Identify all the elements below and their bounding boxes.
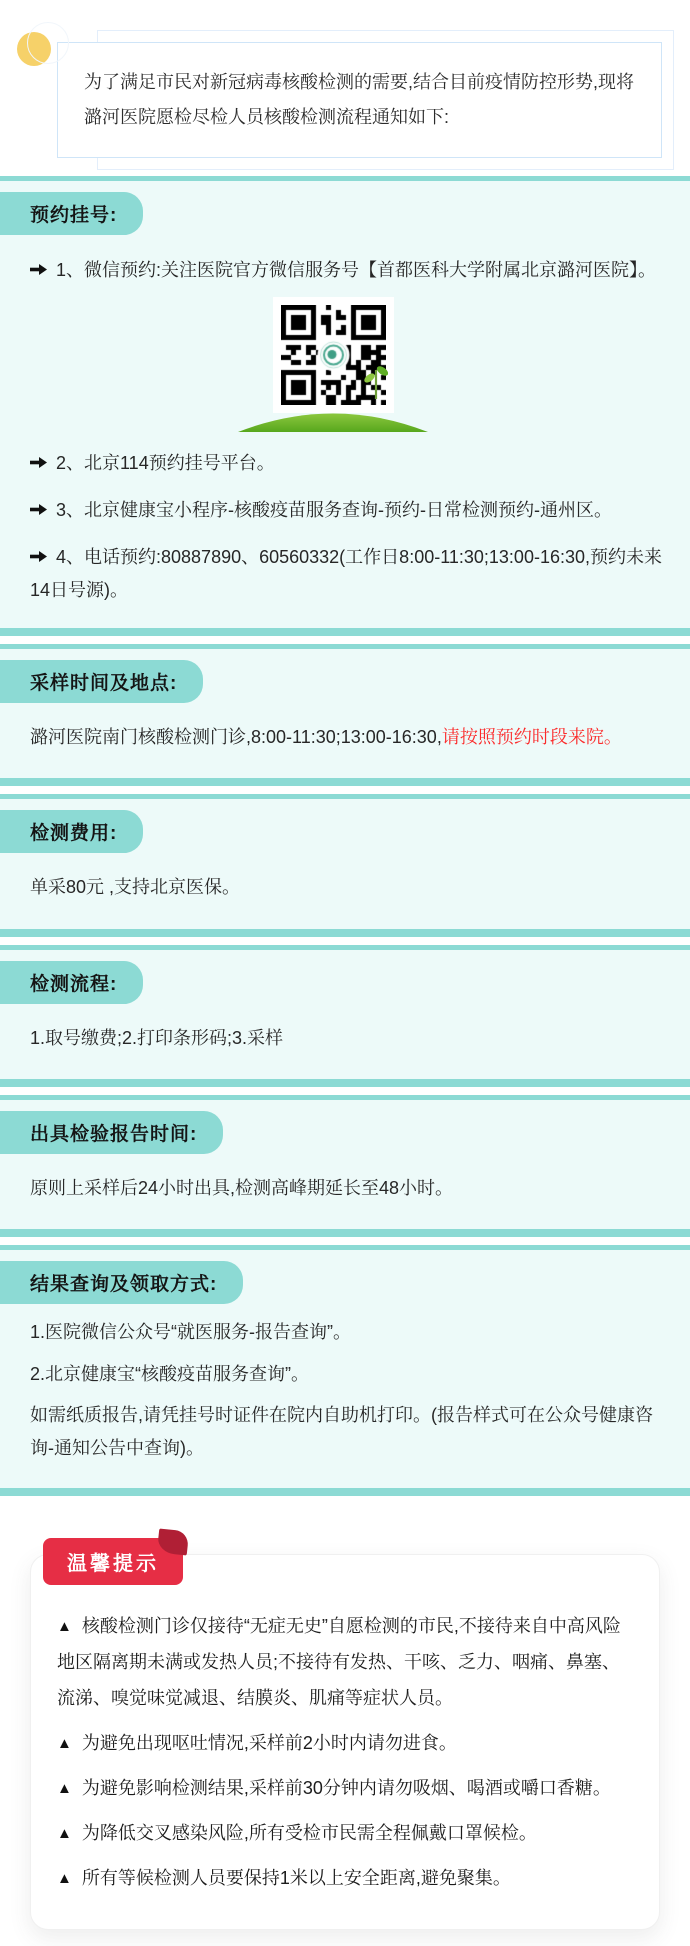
right-arrow-icon	[30, 447, 47, 479]
fee-text: 单采80元 ,支持北京医保。	[30, 877, 241, 898]
list-item-text: 3、北京健康宝小程序-核酸疫苗服务查询-预约-日常检测预约-通州区。	[56, 499, 612, 520]
grass-hill	[0, 410, 666, 432]
process-text: 1.取号缴费;2.打印条形码;3.采样	[30, 1027, 284, 1048]
section-title-process: 检测流程:	[0, 961, 143, 1004]
triangle-marker-icon: ▲	[57, 1779, 72, 1797]
tip-item	[57, 1770, 633, 1806]
list-item	[30, 447, 666, 479]
page-root	[0, 42, 690, 1930]
section-title-fee: 检测费用:	[0, 810, 143, 853]
right-arrow-icon	[30, 254, 47, 286]
section-title-report: 出具检验报告时间:	[0, 1111, 223, 1154]
plant-sprout-icon	[364, 362, 388, 405]
list-item	[30, 541, 666, 606]
list-item	[30, 494, 666, 526]
section-fee	[0, 794, 690, 936]
section-report	[0, 1095, 690, 1237]
section-result	[0, 1245, 690, 1495]
section-process	[0, 945, 690, 1087]
right-arrow-icon	[30, 494, 47, 526]
sampling-text-normal: 潞河医院南门核酸检测门诊,8:00-11:30;13:00-16:30,	[30, 727, 442, 748]
list-item	[30, 254, 666, 286]
tip-item	[57, 1725, 633, 1761]
intro-section	[57, 42, 662, 158]
yellow-dot-decoration	[17, 32, 51, 66]
triangle-marker-icon: ▲	[57, 1824, 72, 1842]
tip-text: 核酸检测门诊仅接待“无症无史”自愿检测的市民,不接待来自中高风险地区隔离期未满或发热人员;不接待有发热、干咳、乏力、咽痛、鼻塞、流涕、嗅觉味觉减退、结膜炎、肌痛等症状人员。	[57, 1615, 621, 1708]
qr-figure	[0, 297, 666, 432]
tip-item	[57, 1860, 633, 1896]
triangle-marker-icon: ▲	[57, 1617, 72, 1635]
tip-text: 为避免影响检测结果,采样前30分钟内请勿吸烟、喝酒或嚼口香糖。	[81, 1777, 611, 1798]
tip-text: 为降低交叉感染风险,所有受检市民需全程佩戴口罩候检。	[81, 1822, 537, 1843]
section-title-booking: 预约挂号:	[0, 192, 143, 235]
result-line: 如需纸质报告,请凭挂号时证件在院内自助机打印。(报告样式可在公众号健康咨询-通知公告中查询)。	[30, 1404, 653, 1459]
sampling-text	[30, 721, 666, 754]
tip-text: 所有等候检测人员要保持1米以上安全距离,避免聚集。	[81, 1867, 511, 1888]
tips-badge-label: 温馨提示	[67, 1552, 159, 1575]
list-item-text: 1、微信预约:关注医院官方微信服务号【首都医科大学附属北京潞河医院】。	[56, 260, 657, 281]
section-title-sampling: 采样时间及地点:	[0, 660, 203, 703]
sampling-text-highlight: 请按照预约时段来院。	[441, 727, 622, 748]
list-item-text: 4、电话预约:80887890、60560332(工作日8:00-11:30;13:00-16:30,预约未来14日号源)。	[30, 547, 662, 600]
section-sampling	[0, 644, 690, 786]
tips-card	[30, 1554, 660, 1930]
qr-stack	[273, 297, 394, 413]
tips-badge	[43, 1538, 183, 1585]
intro-box	[57, 42, 662, 158]
triangle-marker-icon: ▲	[57, 1869, 72, 1887]
section-title-result: 结果查询及领取方式:	[0, 1261, 243, 1304]
tip-text: 为避免出现呕吐情况,采样前2小时内请勿进食。	[81, 1732, 457, 1753]
section-booking	[0, 176, 690, 636]
intro-text: 为了满足市民对新冠病毒核酸检测的需要,结合目前疫情防控形势,现将潞河医院愿检尽检人员核酸检测流程通知如下:	[84, 72, 634, 128]
right-arrow-icon	[30, 541, 47, 573]
tip-item	[57, 1608, 633, 1716]
tip-item	[57, 1815, 633, 1851]
report-text: 原则上采样后24小时出具,检测高峰期延长至48小时。	[30, 1178, 454, 1199]
triangle-marker-icon: ▲	[57, 1734, 72, 1752]
list-item-text: 2、北京114预约挂号平台。	[56, 452, 275, 473]
result-line: 2.北京健康宝“核酸疫苗服务查询”。	[30, 1363, 309, 1384]
result-line: 1.医院微信公众号“就医服务-报告查询”。	[30, 1322, 351, 1343]
